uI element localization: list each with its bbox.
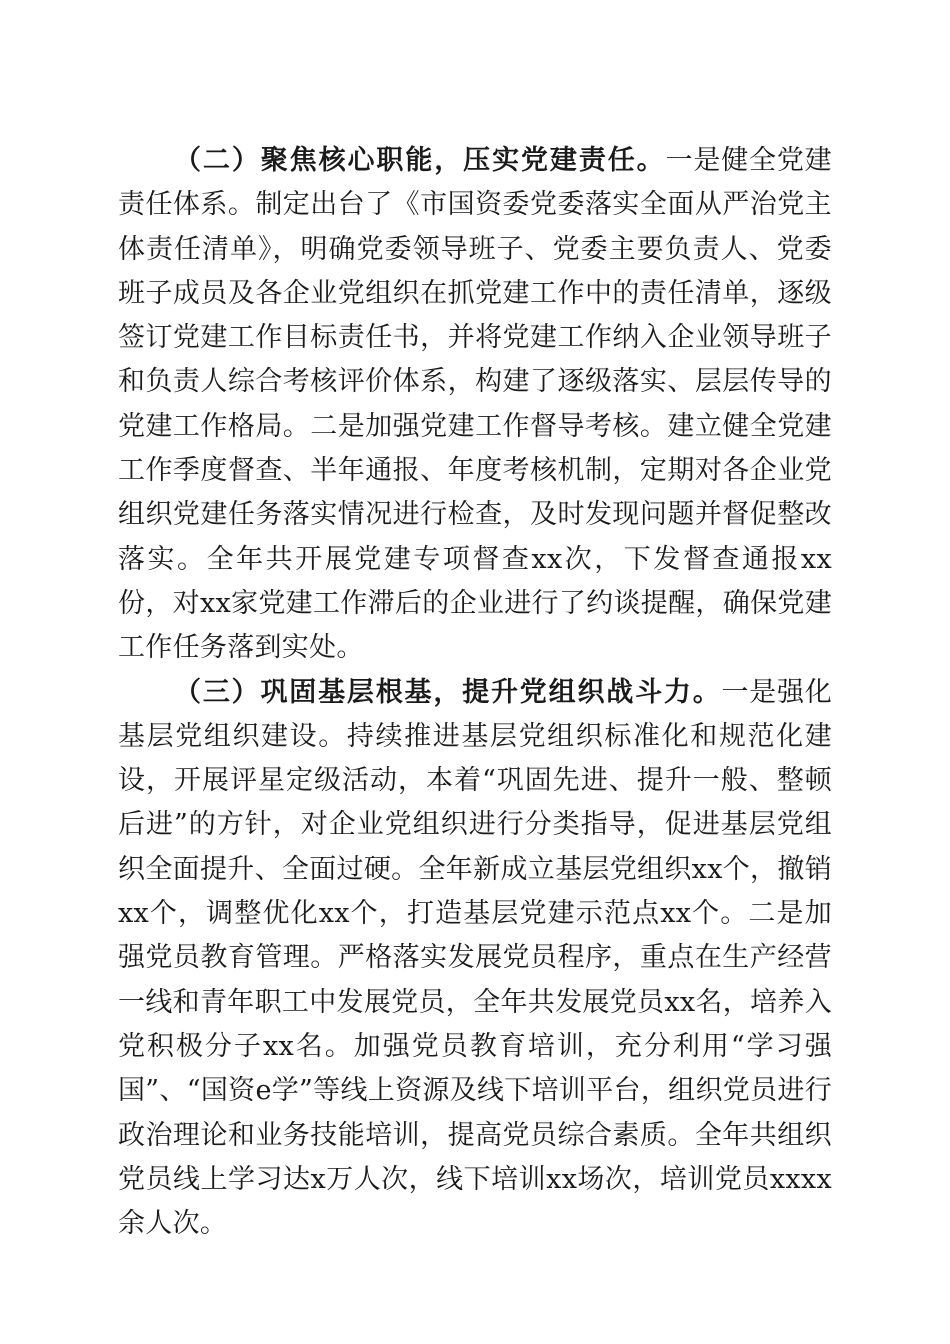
paragraph-section-two xyxy=(118,139,832,671)
section-three-body: 一是强化基层党组织建设。持续推进基层党组织标准化和规范化建设，开展评星定级活动，本着“巩固先进、提升一般、整顿后进”的方针，对企业党组织进行分类指导，促进基层党组织全面提升、全面过硬。全年新成立基层党组织xx个，撤销xx个，调整优化xx个，打造基层党建示范点xx个。二是加强党员教育管理。严格落实发展党员程序，重点在生产经营一线和青年职工中发展党员，全年共发展党员xx名，培养入党积极分子xx名。加强党员教育培训，充分利用“学习强国”、“国资e学”等线上资源及线下培训平台，组织党员进行政治理论和业务技能培训，提高党员综合素质。全年共组织党员线上学习达x万人次，线下培训xx场次，培训党员xxxx余人次。 xyxy=(118,676,832,1240)
section-two-body: 一是健全党建责任体系。制定出台了《市国资委党委落实全面从严治党主体责任清单》，明确党委领导班子、党委主要负责人、党委班子成员及各企业党组织在抓党建工作中的责任清单，逐级签订党建工作目标责任书，并将党建工作纳入企业领导班子和负责人综合考核评价体系，构建了逐级落实、层层传导的党建工作格局。二是加强党建工作督导考核。建立健全党建工作季度督查、半年通报、年度考核机制，定期对各企业党组织党建任务落实情况进行检查，及时发现问题并督促整改落实。全年共开展党建专项督查xx次，下发督查通报xx份，对xx家党建工作滞后的企业进行了约谈提醒，确保党建工作任务落到实处。 xyxy=(118,145,832,664)
section-two-heading: （二）聚焦核心职能，压实党建责任。 xyxy=(174,145,666,176)
section-three-heading: （三）巩固基层根基，提升党组织战斗力。 xyxy=(174,676,722,708)
document-body xyxy=(118,139,832,1246)
paragraph-section-three xyxy=(118,671,832,1247)
